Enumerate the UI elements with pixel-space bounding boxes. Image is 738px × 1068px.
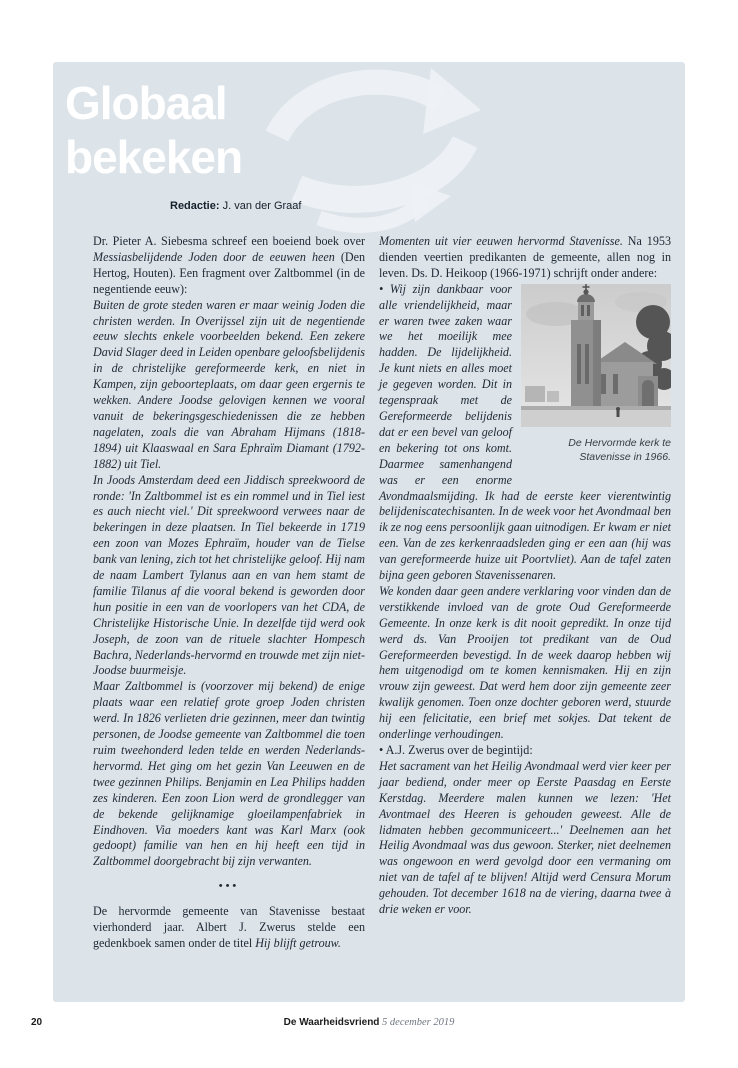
- title-line-1: Globaal: [65, 77, 227, 129]
- quote-paragraph: In Joods Amsterdam deed een Jiddisch spreekwoord de ronde: 'In Zaltbommel ist es ein rommel und in Tiel iest es auch niecht viel.' Dit spreekwoord verwees naar de bekeringen in deze plaatsen. In Tiel bekeerde in 1719 een zoon van Mozes Ephraïm, houder van de Tielse bank van lening, zich tot het christelijke geloof. Hij nam de naam Lambert Tylanus aan en van hem stamt de familie Tilanus af die vooral bekend is geworden door hun positie in een van de voorlopers van het CDA, de Christelijke Historische Unie. In dezelfde tijd werd ook Joseph, de zoon van de rituele slachter Hompesch Bachra, Nederlands-hervormd en trouwde met zijn niet-Joodse buurmeisje.: [93, 472, 365, 678]
- book-title: Messiasbelijdende Joden door de eeuwen heen: [93, 249, 335, 264]
- book-title: Hij blijft getrouw.: [255, 935, 341, 950]
- quote-paragraph: Buiten de grote steden waren er maar weinig Joden die christen werden. In Overijssel zijn uit de negentiende eeuw slechts enkele voorbeelden bekend. Een zekere David Slager deed in Leiden openbare geloofsbelijdenis in de christelijke gereformeerde kerk, en niet in Kampen, zijn geboorteplaats, om daar geen ergernis te wekken. Andere Joodse gelovigen kennen we vooral vanuit de bekeringsgeschiedenissen die ze hebben nagelaten, zoals die van Abraham Hijmans (1818-1894) uit Klaaswaal en Sara Ephraïm Diamant (1792-1882) uit Tiel.: [93, 297, 365, 471]
- editor-label: Redactie:: [170, 200, 220, 212]
- quote-paragraph: Maar Zaltbommel is (voorzover mij bekend) de enige plaats waar een relatief grote groep Joden christen werd. In 1826 verlieten drie gezinnen, meer dan twintig personen, de Joodse gemeente van Zaltbommel die toen ruim tweehonderd leden telde en werden Nederlands-hervormd. Het ging om het gezin Van Leeuwen en de twee gezinnen Philips. Benjamin en Lea Philips hadden zes kinderen. Een zoon Lion werd de grondlegger van de bekende gelijknamige gloeilampenfabriek in Eindhoven. Via moeders kant was Karl Marx (ook gedoopt) familie van hen en hij heeft een tijd in Zaltbommel doorgebracht bij zijn verwanten.: [93, 679, 365, 869]
- church-photo: [521, 284, 671, 427]
- zwerus-heading: • A.J. Zwerus over de begintijd:: [379, 743, 533, 757]
- intro-paragraph: [93, 234, 365, 298]
- church-photo-figure: [521, 284, 671, 464]
- page-footer: [0, 1015, 738, 1035]
- photo-caption: De Hervormde kerk te Stavenisse in 1966.: [568, 436, 671, 463]
- magazine-title: De Waarheidsvriend: [283, 1017, 380, 1028]
- page-title: [65, 76, 242, 184]
- zwerus-quote-paragraph: Het sacrament van het Heilig Avondmaal werd vier keer per jaar bediend, onder meer op Eerste Paasdag en Eerste Kerstdag. Meerdere malen kunnen we lezen: 'Het Avontmael des Heeren is gehouden geweest. Alle de lidmaten hebben gecommuniceert...' Deelnemen aan het Heilig Avondmaal was dus gewoon. Sterker, niet deelnemen was ongewoon en werd gevolgd door een vermaning om niet van de tafel af te blijven! Altijd werd Censura Morum gehouden. Tot december 1618 na de viering, daarna twee à drie weken er voor.: [379, 758, 671, 917]
- intro-text-cont: Na 1953 dienden veertien predikanten de gemeente, allen nog in leven. Ds. D. Heikoop (1966-1971) schrijft onder andere:: [379, 234, 671, 280]
- editor-byline: [170, 200, 301, 212]
- stavenisse-intro-paragraph: [93, 904, 365, 952]
- siebesma-quote-block: [93, 298, 365, 871]
- editor-name: J. van der Graaf: [219, 200, 302, 212]
- footer-center: [0, 1017, 738, 1028]
- heikoop-quote-block: [379, 282, 671, 743]
- left-column: [93, 234, 365, 952]
- right-column: [379, 234, 671, 952]
- book-title: Momenten uit vier eeuwen hervormd Stavenisse.: [379, 234, 623, 248]
- section-separator: •••: [218, 880, 240, 893]
- quote-paragraph: • Wij zijn dankbaar voor alle vriendelijkheid, maar er waren twee zaken waar we het moeilijk mee hadden. De lijdelijkheid. Je kunt niets en alles moet je gegeven worden. Dit in tegenspraak met de Gereformeerde belijdenis dat er een bevel van geloof en bekering tot ons komt. Daarmee samenhangend was er een enorme Avondmaalsmijding. Ik had de eerste keer vierentwintig belijdeniscatechisanten. In de week voor het Avondmaal ben ik ze nog eens persoonlijk gaan uitnodigen. Er kwam er niet een. Van de zes kerkenraadsleden ging er een aan (hij was van gereformeerde huize uit Poortvliet). Aan de tafel zaten bijna geen geboren Stavenissenaren.: [379, 281, 671, 583]
- closing-text: De hervormde gemeente van Stavenisse bestaat vierhonderd jaar. Albert J. Zwerus stelde een gedenkboek samen onder de titel: [93, 904, 365, 950]
- issue-date: 5 december 2019: [379, 1017, 455, 1028]
- intro-text-cont: (Den Hertog, Houten). Een fragment over Zaltbommel (in de negentiende eeuw):: [93, 249, 365, 296]
- quote-paragraph: We konden daar geen andere verklaring voor vinden dan de verstikkende invloed van de grote Oud Gereformeerde Gemeente. In onze kerk is dit nooit gepredikt. In onze tijd werd ds. Van Prooijen tot predikant van de Oud Gereformeerden bevestigd. In de week daarop hebben wij hem uitgenodigd om te komen kennismaken. Hij en zijn vrouw zijn geweest. Dat werd hem door zijn gemeente zeer kwalijk genomen. Toen onze dochter geboren werd, stuurde hij een felicitatie, een brief met sokjes. Dat tekent de onderlinge verhoudingen.: [379, 583, 671, 742]
- content-panel: [53, 62, 685, 1002]
- article-columns: [93, 234, 671, 952]
- page-number: 20: [31, 1017, 43, 1028]
- right-intro-paragraph: [379, 234, 671, 282]
- intro-text: Dr. Pieter A. Siebesma schreef een boeiend boek over: [93, 234, 365, 248]
- title-line-2: bekeken: [65, 131, 243, 183]
